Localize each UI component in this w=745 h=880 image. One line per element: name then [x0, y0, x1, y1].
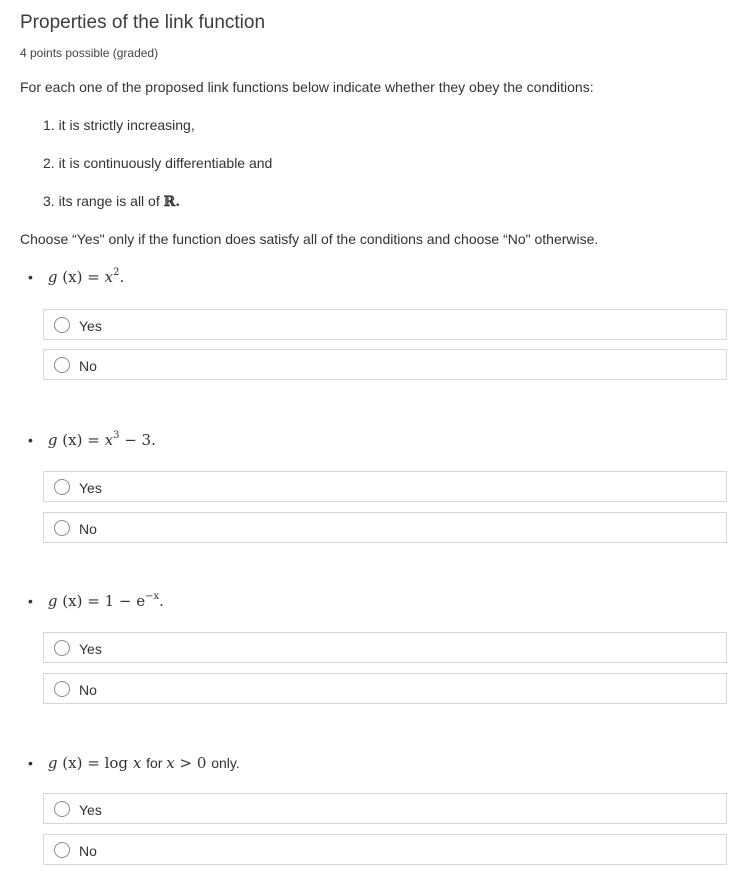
equals-sign: =: [87, 592, 100, 610]
rhs-exponent: −x: [145, 591, 160, 602]
radio-button[interactable]: [54, 640, 70, 656]
option-label: No: [79, 358, 97, 374]
question-3-option-yes[interactable]: [43, 632, 727, 663]
rhs-base: x: [104, 431, 114, 449]
condition-variable: x: [166, 754, 175, 772]
function-name: g: [47, 592, 58, 610]
question-2-option-yes[interactable]: [43, 471, 727, 502]
question-1-option-yes[interactable]: [43, 309, 727, 340]
bullet: •: [28, 269, 33, 285]
question-4-option-no[interactable]: [43, 834, 727, 865]
option-label: No: [79, 843, 97, 859]
question-2-option-no[interactable]: [43, 512, 727, 543]
rhs-function: log: [104, 754, 129, 772]
points-info: 4 points possible (graded): [20, 46, 159, 60]
rhs-tail: .: [159, 592, 164, 610]
option-label: No: [79, 682, 97, 698]
condition-3: [43, 193, 180, 210]
rhs-exponent: 2: [113, 267, 120, 278]
instruction-text: Choose “Yes" only if the function does satisfy all of the conditions and choose “No" otherwise.: [20, 231, 599, 247]
question-1-option-no[interactable]: [43, 349, 727, 380]
bullet: •: [28, 755, 33, 771]
text-for: for: [146, 755, 163, 771]
function-arg: (x): [62, 592, 83, 610]
radio-button[interactable]: [54, 317, 70, 333]
equals-sign: =: [87, 268, 100, 286]
condition-value: 0: [196, 754, 207, 772]
question-4-option-yes[interactable]: [43, 793, 727, 824]
condition-2: 2. it is continuously differentiable and: [43, 155, 273, 171]
option-label: No: [79, 521, 97, 537]
problem-title: Properties of the link function: [20, 12, 266, 33]
function-arg: (x): [62, 268, 83, 286]
function-name: g: [47, 431, 58, 449]
option-label: Yes: [79, 641, 102, 657]
radio-button[interactable]: [54, 357, 70, 373]
option-label: Yes: [79, 480, 102, 496]
rhs-base: x: [104, 268, 114, 286]
radio-button[interactable]: [54, 801, 70, 817]
rhs-prefix: 1 − e: [104, 592, 146, 610]
real-numbers-symbol: ℝ.: [163, 194, 181, 210]
question-3-formula: [28, 592, 164, 610]
equals-sign: =: [87, 754, 100, 772]
equals-sign: =: [87, 431, 100, 449]
option-label: Yes: [79, 318, 102, 334]
text-only: only.: [211, 755, 240, 771]
function-name: g: [47, 268, 58, 286]
condition-1: 1. it is strictly increasing,: [43, 117, 195, 133]
radio-button[interactable]: [54, 479, 70, 495]
question-4-formula: [28, 754, 240, 772]
radio-button[interactable]: [54, 681, 70, 697]
radio-button[interactable]: [54, 520, 70, 536]
bullet: •: [28, 593, 33, 609]
function-name: g: [47, 754, 58, 772]
bullet: •: [28, 432, 33, 448]
question-2-formula: [28, 431, 156, 449]
option-label: Yes: [79, 802, 102, 818]
radio-button[interactable]: [54, 842, 70, 858]
rhs-tail: .: [119, 268, 125, 286]
rhs-exponent: 3: [113, 430, 120, 441]
rhs-variable: x: [132, 754, 142, 772]
question-1-formula: [28, 268, 124, 286]
function-arg: (x): [62, 754, 83, 772]
condition-3-text: 3. its range is all of: [43, 193, 160, 209]
problem-intro: For each one of the proposed link functions below indicate whether they obey the conditions:: [20, 79, 594, 95]
rhs-tail: − 3.: [119, 431, 156, 449]
question-3-option-no[interactable]: [43, 673, 727, 704]
function-arg: (x): [62, 431, 83, 449]
condition-relation: >: [179, 754, 193, 772]
